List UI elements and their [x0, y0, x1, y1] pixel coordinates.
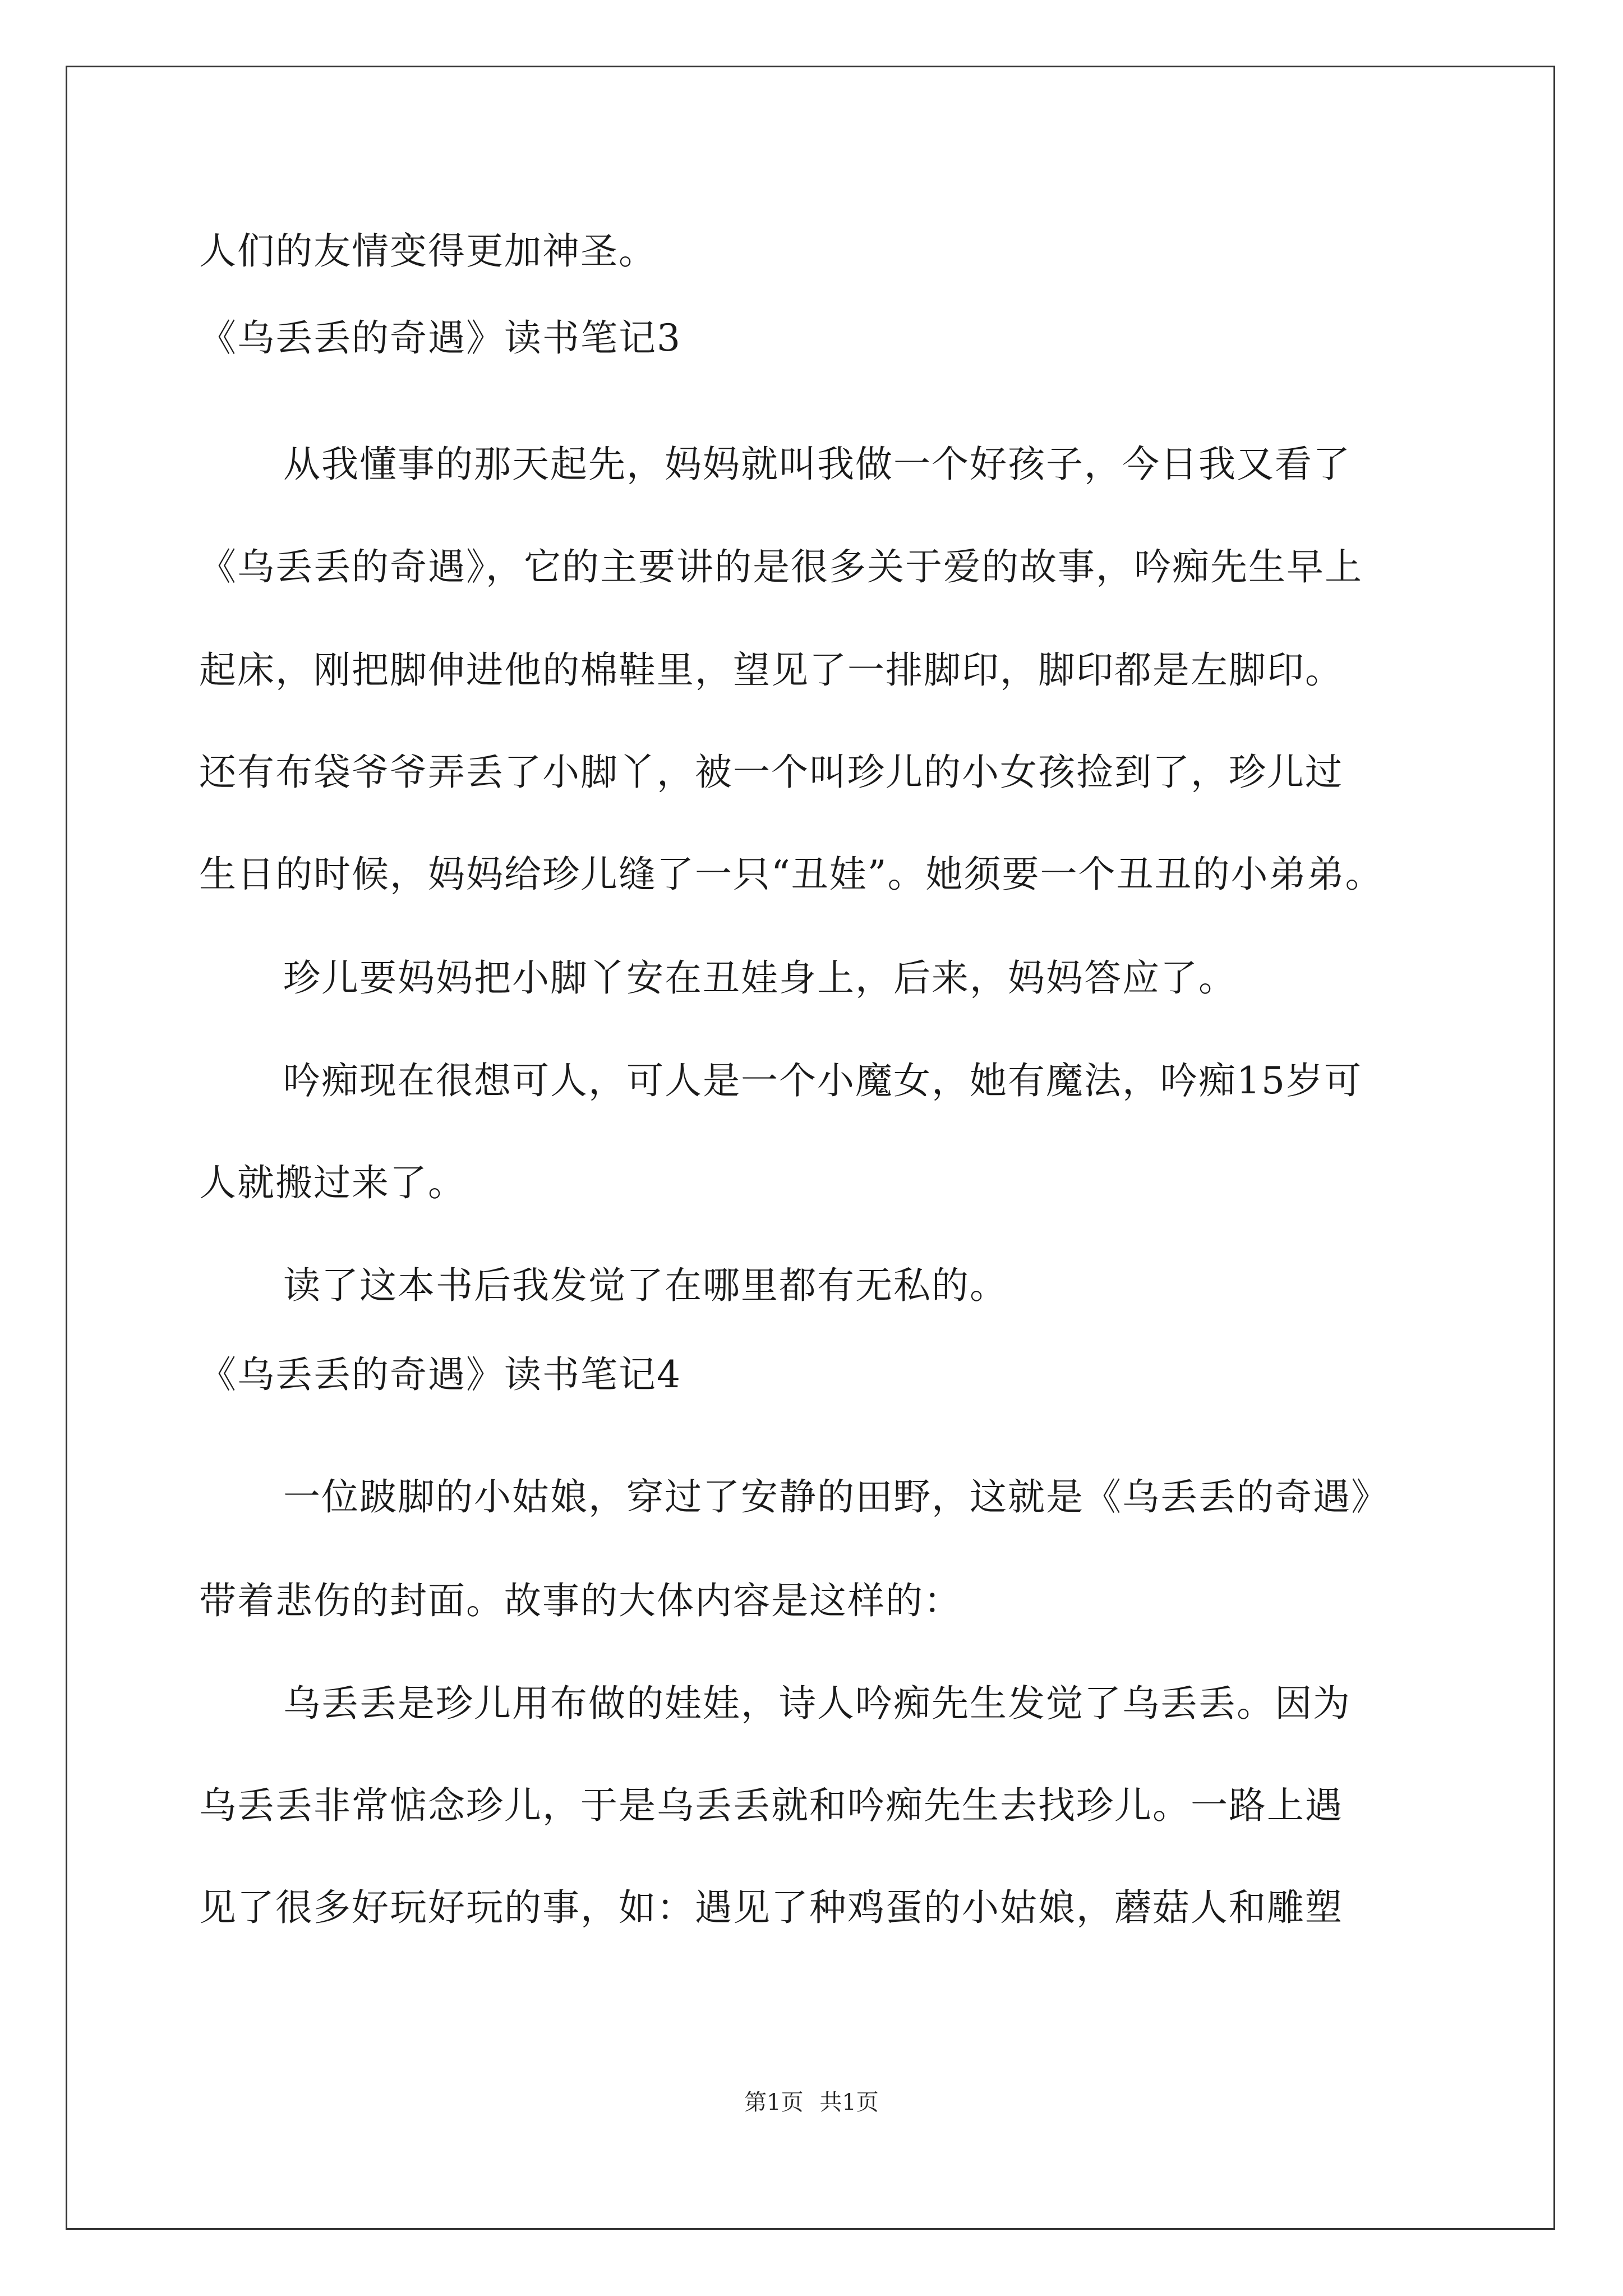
paragraph-line: 《乌丢丢的奇遇》，它的主要讲的是很多关于爱的故事，吟痴先生早上 [199, 545, 1363, 588]
paragraph-line: 人们的友情变得更加神圣。 [199, 229, 657, 273]
paragraph-line: 吟痴现在很想可人，可人是一个小魔女，她有魔法，吟痴15岁可 [283, 1059, 1362, 1102]
paragraph-line: 见了很多好玩好玩的事，如：遇见了种鸡蛋的小姑娘，蘑菇人和雕塑 [199, 1886, 1343, 1929]
paragraph-line: 生日的时候，妈妈给珍儿缝了一只“丑娃”。她须要一个丑丑的小弟弟。 [199, 853, 1384, 896]
paragraph-line: 乌丢丢非常惦念珍儿，于是乌丢丢就和吟痴先生去找珍儿。一路上遇 [199, 1784, 1343, 1827]
paragraph-line: 乌丢丢是珍儿用布做的娃娃，诗人吟痴先生发觉了乌丢丢。因为 [283, 1682, 1351, 1725]
section-heading: 《乌丢丢的奇遇》读书笔记4 [199, 1353, 681, 1396]
section-heading: 《乌丢丢的奇遇》读书笔记3 [199, 316, 681, 360]
paragraph-line: 人就搬过来了。 [199, 1161, 466, 1204]
paragraph-line: 从我懂事的那天起先，妈妈就叫我做一个好孩子，今日我又看了 [283, 443, 1351, 486]
paragraph-line: 起床，刚把脚伸进他的棉鞋里，望见了一排脚印，脚印都是左脚印。 [199, 648, 1343, 692]
paragraph-line: 珍儿要妈妈把小脚丫安在丑娃身上，后来，妈妈答应了。 [283, 956, 1237, 1000]
paragraph-line: 读了这本书后我发觉了在哪里都有无私的。 [283, 1264, 1008, 1307]
paragraph-line: 还有布袋爷爷弄丢了小脚丫，被一个叫珍儿的小女孩捡到了，珍儿过 [199, 751, 1343, 794]
paragraph-line: 带着悲伤的封面。故事的大体内容是这样的： [199, 1579, 962, 1622]
page-number-total: 共1页 [819, 2090, 879, 2115]
paragraph-line: 一位跛脚的小姑娘，穿过了安静的田野，这就是《乌丢丢的奇遇》 [283, 1475, 1389, 1519]
page-number-current: 第1页 [744, 2090, 804, 2115]
page-footer [0, 2088, 1623, 2116]
